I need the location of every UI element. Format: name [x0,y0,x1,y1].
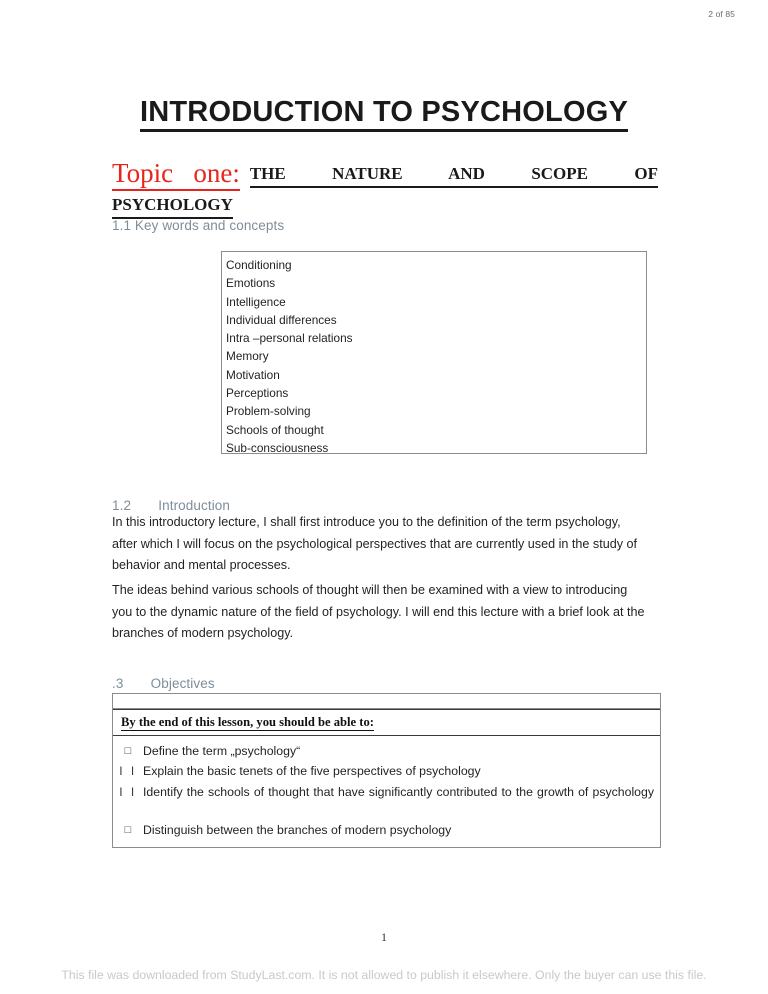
introduction-paragraph-1: In this introductory lecture, I shall first introduce you to the definition of the term psychology, after which I will focus on the psychological perspectives that are currently used in the study of behavior and mental processes. [112,515,638,572]
footer-watermark: This file was downloaded from StudyLast.com. It is not allowed to publish it elsewhere. Only the buyer can use this file. [61,968,707,982]
checkbox-square-icon: I I [119,784,137,799]
objectives-header-text: By the end of this lesson, you should be able to: [121,715,374,729]
keyword-item: Conditioning [226,258,292,272]
objective-item [113,782,660,820]
topic-heading-block [112,158,658,219]
objective-item-text: Define the term „psychology“ [143,743,301,758]
keyword-item: Individual differences [226,312,337,327]
keyword-item: Intra –personal relations [226,331,353,346]
keyword-item: Schools of thought [226,422,324,437]
keyword-item: Intelligence [226,294,286,309]
objectives-list [113,736,660,847]
topic-heading-line [112,158,658,191]
objectives-table [112,693,661,848]
objective-item-text: Distinguish between the branches of modern psychology [143,822,452,837]
keyword-item: Perceptions [226,386,289,401]
keyword-item: Problem-solving [226,404,311,419]
objective-item-text-justified: Identify the schools of thought that have significantly contributed to the growth of psychology [143,784,654,799]
document-title [0,96,768,129]
section-heading-introduction: 1.2 Introduction [112,498,231,513]
objective-item-text: Explain the basic tenets of the five perspectives of psychology [143,764,481,778]
topic-label: Topic one: [112,158,240,191]
objective-item [113,741,660,762]
checkbox-square-icon: □ [124,744,132,757]
objective-item [113,762,660,783]
document-title-text: INTRODUCTION TO PSYCHOLOGY [140,96,628,132]
footer-page-number: 1 [381,930,387,944]
keyword-item: Memory [226,349,269,364]
section-heading-objectives: .3 Objectives [112,676,215,691]
objectives-empty-row [113,694,660,709]
keyword-item: Emotions [226,276,276,291]
keyword-item: Sub-consciousness [226,440,329,455]
checkbox-square-icon: □ [124,823,132,836]
running-header-page-indicator: 2 of 85 [708,9,735,19]
keyword-item: Motivation [226,367,280,382]
objective-item-text [143,784,660,819]
topic-title-line-2: PSYCHOLOGY [112,195,233,219]
introduction-paragraph-2: The ideas behind various schools of thought will then be examined with a view to introducing you to the dynamic nature of the field of psychology. I will end this lecture with a brief look at the branches of modern psychology. [112,583,645,640]
topic-title-line-1: THE NATURE AND SCOPE OF [250,164,658,188]
section-heading-keywords: 1.1 Key words and concepts [112,218,285,233]
objectives-header-row [113,709,660,736]
objective-item [113,820,660,841]
checkbox-square-icon: I I [119,764,137,778]
keywords-box [221,251,647,454]
